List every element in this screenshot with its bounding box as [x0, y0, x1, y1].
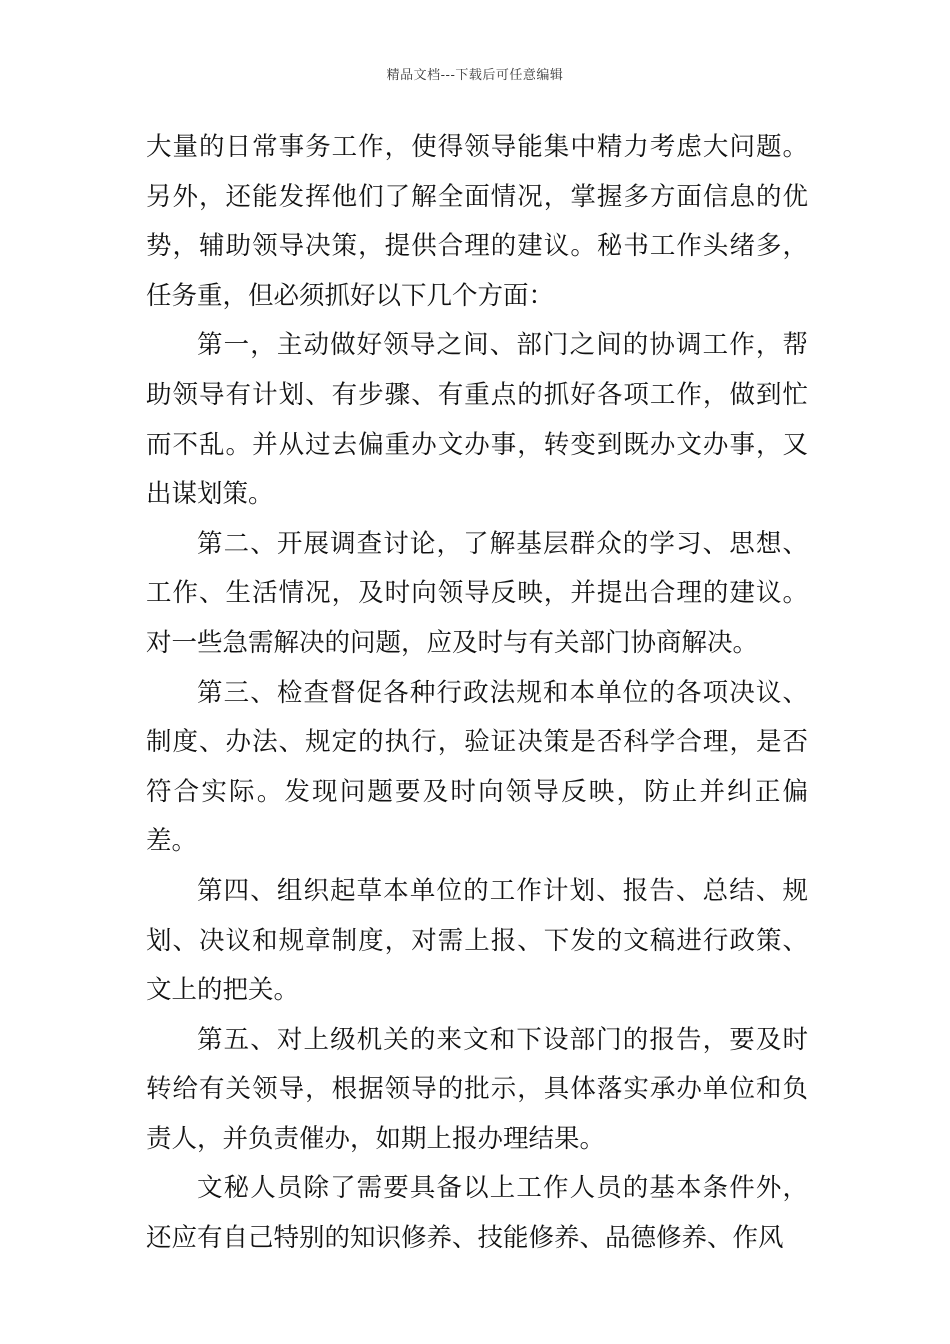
- paragraph-point-4: 第四、组织起草本单位的工作计划、报告、总结、规划、决议和规章制度，对需上报、下发的文稿进行政策、文上的把关。: [146, 875, 808, 1006]
- paragraph-point-1: 第一，主动做好领导之间、部门之间的协调工作，帮助领导有计划、有步骤、有重点的抓好各项工作，做到忙而不乱。并从过去偏重办文办事，转变到既办文办事，又出谋划策。: [146, 330, 808, 510]
- document-body: [146, 123, 808, 1264]
- paragraph-point-5: 第五、对上级机关的来文和下设部门的报告，要及时转给有关领导，根据领导的批示，具体落实承办单位和负责人，并负责催办，如期上报办理结果。: [146, 1024, 808, 1154]
- page-header: 精品文档---下载后可任意编辑: [386, 68, 564, 83]
- paragraph-point-3: 第三、检查督促各种行政法规和本单位的各项决议、制度、办法、规定的执行，验证决策是否科学合理，是否符合实际。发现问题要及时向领导反映，防止并纠正偏差。: [146, 677, 808, 857]
- paragraph-closing: 文秘人员除了需要具备以上工作人员的基本条件外，还应有自己特别的知识修养、技能修养、品德修养、作风: [146, 1173, 808, 1254]
- paragraph-continuation: 大量的日常事务工作，使得领导能集中精力考虑大问题。另外，还能发挥他们了解全面情况，掌握多方面信息的优势，辅助领导决策，提供合理的建议。秘书工作头绪多，任务重，但必须抓好以下几个方面：: [146, 132, 808, 311]
- paragraph-point-2: 第二、开展调查讨论，了解基层群众的学习、思想、工作、生活情况，及时向领导反映，并提出合理的建议。对一些急需解决的问题，应及时与有关部门协商解决。: [146, 528, 808, 658]
